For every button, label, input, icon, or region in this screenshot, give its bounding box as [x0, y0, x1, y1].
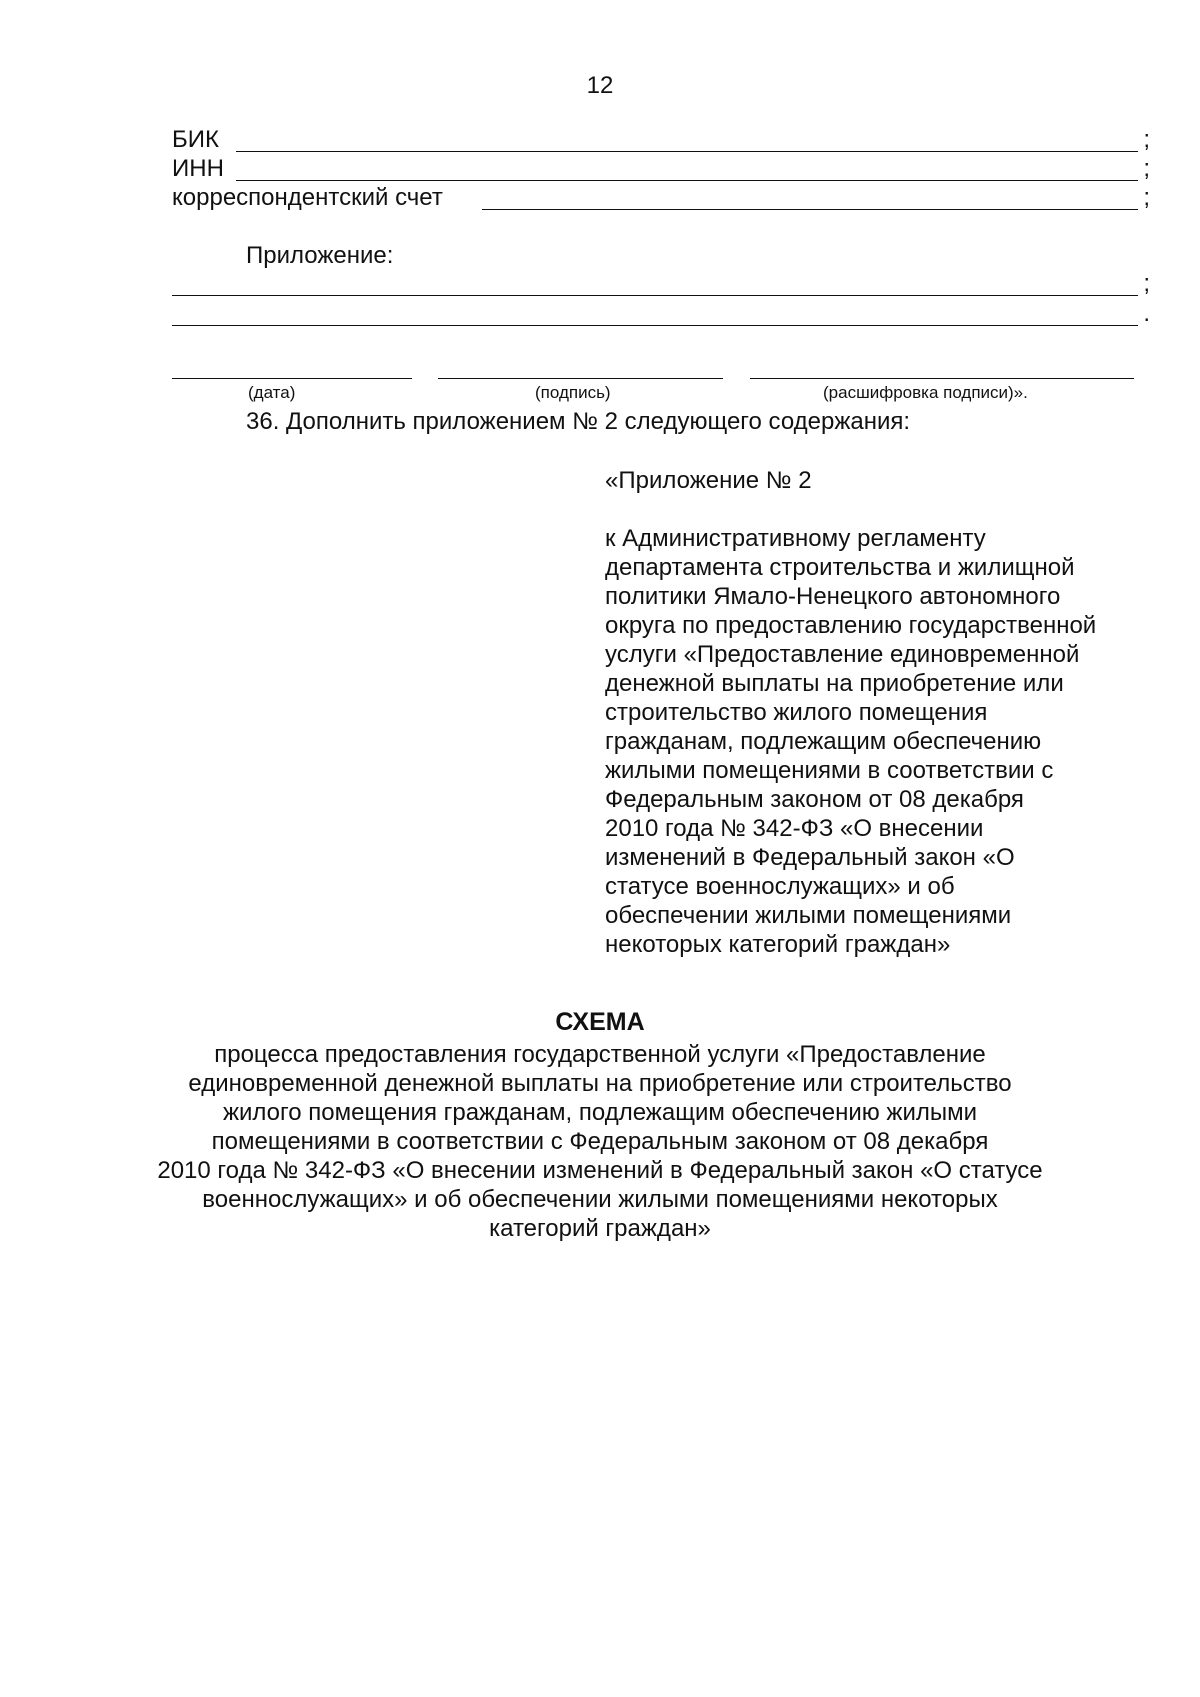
schema-line: помещениями в соответствии с Федеральным законом от 08 декабря — [211, 1128, 989, 1155]
field-bik-line[interactable] — [236, 151, 1138, 152]
field-inn-label: ИНН — [172, 155, 224, 182]
field-inn-end: ; — [1143, 155, 1150, 182]
appendix-line: жилыми помещениями в соответствии с — [605, 757, 1054, 784]
schema-line: военнослужащих» и об обеспечении жилыми помещениями некоторых — [202, 1186, 998, 1213]
schema-line: категорий граждан» — [489, 1215, 711, 1242]
schema-line: 2010 года № 342-ФЗ «О внесении изменений в Федеральный закон «О статусе — [157, 1157, 1043, 1184]
field-bik-end: ; — [1143, 126, 1150, 153]
appendix-line: политики Ямало-Ненецкого автономного — [605, 583, 1061, 610]
field-corr-account — [172, 184, 1150, 214]
field-corr-account-end: ; — [1143, 184, 1150, 211]
schema-line: единовременной денежной выплаты на приобретение или строительство — [188, 1070, 1012, 1097]
appendix-line: некоторых категорий граждан» — [605, 931, 951, 958]
schema-line: жилого помещения гражданам, подлежащим обеспечению жилыми — [222, 1099, 978, 1126]
field-corr-account-line[interactable] — [482, 209, 1138, 210]
appendix-line: денежной выплаты на приобретение или — [605, 670, 1064, 697]
appendix-reference — [605, 524, 1175, 959]
schema-line: процесса предоставления государственной услуги «Предоставление — [214, 1041, 986, 1068]
date-line[interactable] — [172, 378, 412, 379]
attachment-line-1-end: ; — [1143, 270, 1150, 297]
signature-caption: (подпись) — [535, 383, 611, 402]
signature-decode-caption: (расшифровка подписи)». — [823, 383, 1028, 402]
attachment-line-2 — [172, 300, 1150, 330]
signature-decode-line[interactable] — [750, 378, 1134, 379]
page-number: 12 — [586, 72, 614, 99]
signature-line[interactable] — [438, 378, 723, 379]
appendix-line: к Административному регламенту — [605, 525, 986, 552]
appendix-line: департамента строительства и жилищной — [605, 554, 1075, 581]
appendix-line: услуги «Предоставление единовременной — [605, 641, 1080, 668]
field-inn-line[interactable] — [236, 180, 1138, 181]
field-corr-account-label: корреспондентский счет — [172, 184, 443, 211]
attachment-line-2-end: . — [1143, 300, 1150, 327]
item-36: 36. Дополнить приложением № 2 следующего содержания: — [246, 408, 911, 435]
field-bik — [172, 126, 1150, 156]
attachment-line-1-rule[interactable] — [172, 295, 1138, 296]
schema-description — [0, 1040, 1200, 1243]
appendix-line: изменений в Федеральный закон «О — [605, 844, 1015, 871]
appendix-line: обеспечении жилыми помещениями — [605, 902, 1012, 929]
attachment-label: Приложение: — [246, 242, 394, 269]
date-caption: (дата) — [248, 383, 296, 402]
attachment-line-2-rule[interactable] — [172, 325, 1138, 326]
appendix-line: статусе военнослужащих» и об — [605, 873, 955, 900]
appendix-line: гражданам, подлежащим обеспечению — [605, 728, 1042, 755]
appendix-title: «Приложение № 2 — [605, 467, 812, 494]
field-bik-label: БИК — [172, 126, 219, 153]
appendix-line: 2010 года № 342-ФЗ «О внесении — [605, 815, 984, 842]
schema-title: СХЕМА — [555, 1008, 645, 1036]
appendix-line: округа по предоставлению государственной — [605, 612, 1097, 639]
appendix-line: строительство жилого помещения — [605, 699, 988, 726]
attachment-line-1 — [172, 270, 1150, 300]
field-inn — [172, 155, 1150, 185]
appendix-line: Федеральным законом от 08 декабря — [605, 786, 1024, 813]
